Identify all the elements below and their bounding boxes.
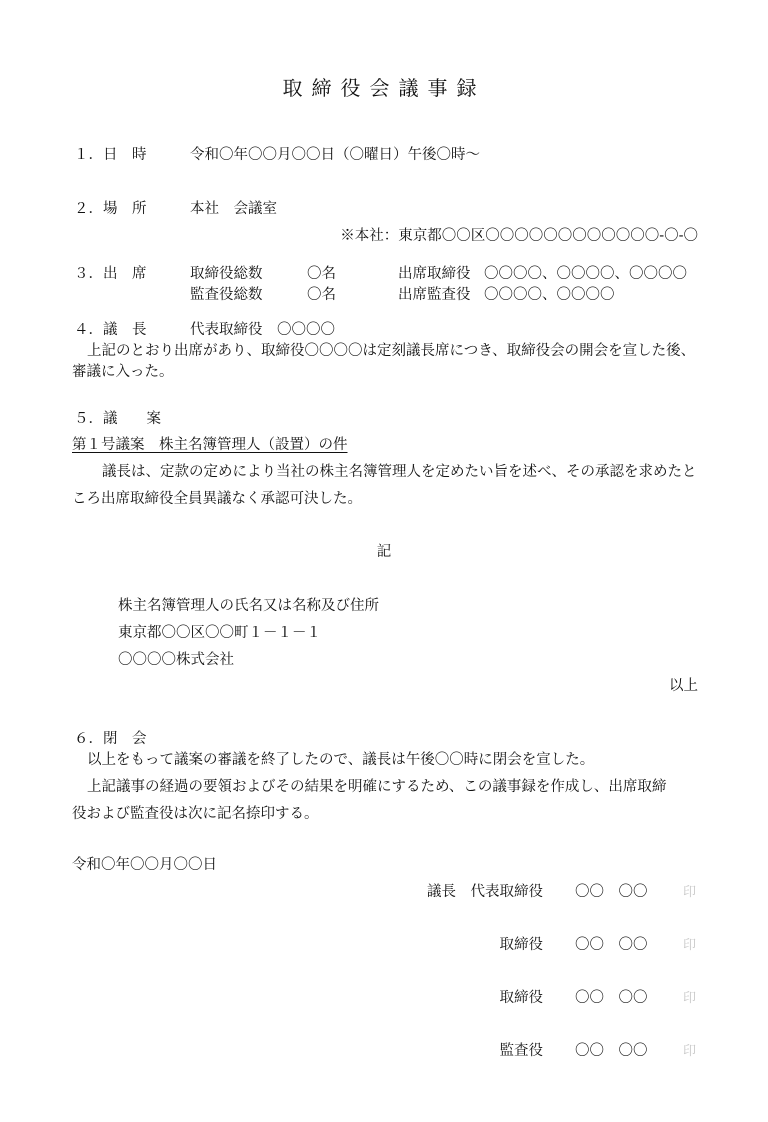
chair-value: 代表取締役 〇〇〇〇 <box>190 322 335 338</box>
place-heading: ２．場 所 <box>74 201 147 217</box>
auditors-total: 〇名 <box>307 287 336 303</box>
seal-mark: 印 <box>683 938 697 953</box>
agenda-paragraph-line1: 議長は、定款の定めにより当社の株主名簿管理人を定めたい旨を述べ、その承認を求めたと <box>102 464 697 480</box>
closing-paragraph2-line2: 役および監査役は次に記名捺印する。 <box>72 806 319 822</box>
signature-name: 〇〇 〇〇 <box>575 990 648 1006</box>
closing-paragraph1: 以上をもって議案の審議を終了したので、議長は午後〇〇時に閉会を宣した。 <box>87 752 595 768</box>
chair-paragraph-line1: 上記のとおり出席があり、取締役〇〇〇〇は定刻議長席につき、取締役会の開会を宣した後、 <box>87 343 696 359</box>
signature-role: 取締役 <box>499 990 543 1006</box>
signature-role: 議長 代表取締役 <box>427 884 543 900</box>
ijo-label: 以上 <box>669 678 698 694</box>
agenda-item-title: 第１号議案 株主名簿管理人（設置）の件 <box>72 437 348 453</box>
chair-paragraph-line2: 審議に入った。 <box>72 364 174 380</box>
agenda-heading: ５．議 案 <box>74 411 161 427</box>
chair-heading: ４．議 長 <box>74 322 147 338</box>
attendance-heading: ３．出 席 <box>74 266 147 282</box>
directors-total-label: 取締役総数 <box>190 266 263 282</box>
detail-line1: 株主名簿管理人の氏名又は名称及び住所 <box>118 598 379 614</box>
detail-line3: 〇〇〇〇株式会社 <box>118 652 234 668</box>
seal-mark: 印 <box>683 991 697 1006</box>
directors-total: 〇名 <box>307 266 336 282</box>
closing-paragraph2-line1: 上記議事の経過の要領およびその結果を明確にするため、この議事録を作成し、出席取締 <box>87 779 667 795</box>
auditors-total-label: 監査役総数 <box>190 287 263 303</box>
place-address-note: ※本社：東京都〇〇区〇〇〇〇〇〇〇〇〇〇〇〇-〇-〇 <box>340 228 698 244</box>
present-directors: 〇〇〇〇、〇〇〇〇、〇〇〇〇 <box>484 266 687 282</box>
date-value: 令和〇年〇〇月〇〇日（〇曜日）午後〇時～ <box>190 147 480 163</box>
detail-line2: 東京都〇〇区〇〇町１－１－１ <box>118 625 321 641</box>
date-heading: １．日 時 <box>74 147 147 163</box>
seal-mark: 印 <box>683 885 697 900</box>
signature-role: 取締役 <box>499 937 543 953</box>
present-auditors-label: 出席監査役 <box>398 287 471 303</box>
ki-label: 記 <box>376 544 392 560</box>
document-title: 取締役会議事録 <box>282 76 486 100</box>
seal-mark: 印 <box>683 1044 697 1059</box>
present-auditors: 〇〇〇〇、〇〇〇〇 <box>484 287 615 303</box>
signature-name: 〇〇 〇〇 <box>575 884 648 900</box>
signature-role: 監査役 <box>499 1043 543 1059</box>
signature-name: 〇〇 〇〇 <box>575 937 648 953</box>
place-value: 本社 会議室 <box>190 201 277 217</box>
closing-heading: ６．閉 会 <box>74 731 147 747</box>
present-directors-label: 出席取締役 <box>398 266 471 282</box>
agenda-paragraph-line2: ころ出席取締役全員異議なく承認可決した。 <box>72 491 362 507</box>
signature-name: 〇〇 〇〇 <box>575 1043 648 1059</box>
signature-date: 令和〇年〇〇月〇〇日 <box>72 857 217 873</box>
